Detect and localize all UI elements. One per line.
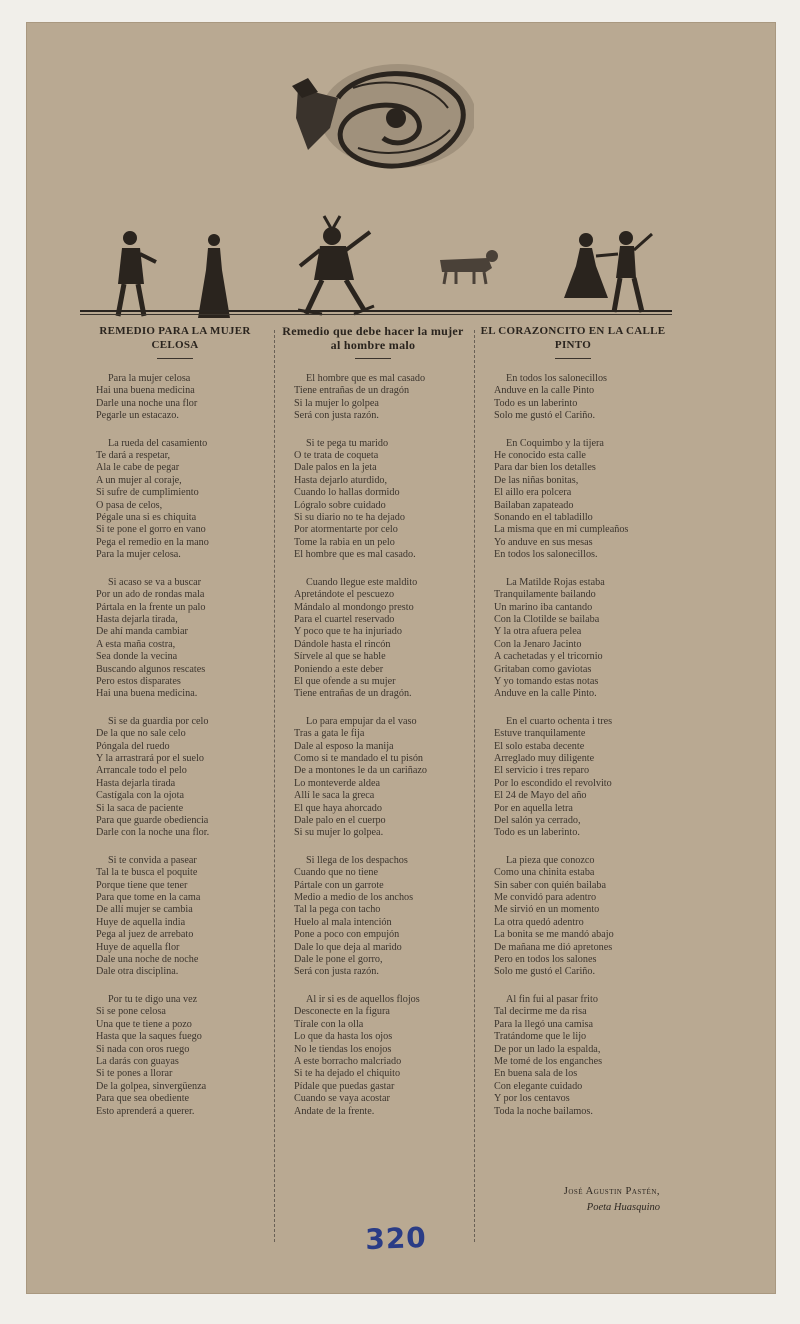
poem-line: Cuando que no tiene [294, 867, 379, 879]
poem-line: De mañana me dió apretones [494, 941, 613, 953]
poem-stanza [80, 438, 270, 562]
poem-line: Medio a medio de los anchos [294, 892, 414, 904]
poem-stanza [278, 994, 468, 1118]
author-role: Poeta Huasquino [586, 1202, 660, 1213]
poem-line: Tratándome que le lijo [494, 1031, 587, 1043]
poem-line: Tras a gata le fija [294, 728, 365, 740]
poem-body [80, 373, 270, 1118]
title-underline [157, 358, 193, 359]
poem-line: Mándalo al mondongo presto [294, 601, 414, 613]
poem-line: A un mujer al coraje, [96, 474, 182, 486]
poem-line: Hai una buena medicina [96, 385, 195, 397]
poem-stanza [478, 438, 668, 562]
poem-line: Por atormentarte por celo [294, 524, 398, 536]
header-rule-thin [80, 314, 672, 315]
poem-line: Con la Jenaro Jacinto [494, 638, 582, 650]
poem-line: Ala le cabe de pegar [96, 462, 180, 474]
poem-line: A esta maña costra, [96, 638, 176, 650]
poem-line: En buena sala de los [494, 1068, 578, 1080]
poem-column-2 [278, 324, 468, 1133]
poem-line: Tiene entrañas de un dragón. [294, 688, 412, 700]
poem-line: Pártala en la frente un palo [96, 601, 206, 613]
poem-line: Toda la noche bailamos. [494, 1105, 593, 1117]
poem-line: Cuando lo hallas dormido [294, 487, 400, 499]
poem-line: Buscando algunos rescates [96, 663, 206, 675]
poem-line: Si acaso se va a buscar [108, 576, 202, 588]
poem-line: Como una chinita estaba [494, 867, 595, 879]
poem-line: Andate de la frente. [294, 1105, 375, 1117]
poem-line: Como si te mandado el tu pisón [294, 752, 424, 764]
poem-line: Y por los centavos [494, 1093, 570, 1105]
poem-line: Si su diario no te ha dejado [294, 512, 405, 524]
poem-line: Tírale con la olla [294, 1018, 364, 1030]
poem-line: El hombre que es mal casado. [294, 549, 416, 561]
poem-line: Tranquilamente bailando [494, 589, 596, 601]
poem-stanza [478, 577, 668, 701]
poem-line: Lógralo sobre cuidado [294, 499, 386, 511]
poem-line: Esto aprenderá a querer. [96, 1105, 195, 1117]
poem-line: Castígala con la ojota [96, 790, 184, 802]
poem-line: Pegarle un estacazo. [96, 410, 179, 422]
poem-line: Si su mujer lo golpea. [294, 827, 384, 839]
poem-line: Sonando en el tabladillo [494, 512, 593, 524]
poem-line: Poniendo a este deber [294, 663, 384, 675]
handwritten-catalog-number: 320 [364, 1220, 428, 1257]
poem-stanza [278, 577, 468, 701]
poem-line: Pone a poco con empujón [294, 929, 400, 941]
poem-line: Si la saca de paciente [96, 802, 184, 814]
poem-line: Todo es un laberinto [494, 397, 578, 409]
poem-line: Hasta dejarla tirada, [96, 613, 178, 625]
poem-line: Tal la te busca el poquite [96, 867, 198, 879]
poem-line: Para la mujer celosa [108, 373, 191, 384]
poem-line: Tiene entrañas de un dragón [294, 385, 410, 397]
poem-stanza [478, 855, 668, 979]
poem-line: Huye de aquella india [96, 916, 186, 928]
poem-line: Anduve en la calle Pinto. [494, 688, 597, 700]
poem-line: Pega el remedio en la mano [96, 536, 209, 548]
poem-line: Y yo tomando estas notas [494, 675, 599, 687]
poem-line: Solo me gustó el Cariño. [494, 410, 596, 422]
poem-line: El que ofende a su mujer [294, 675, 396, 687]
poem-line: Yo anduve en sus mesas [494, 536, 593, 548]
header-rule [80, 310, 672, 312]
poem-stanza [80, 994, 270, 1118]
poem-line: De las niñas bonitas, [494, 474, 579, 486]
poem-line: De allí mujer se cambia [96, 904, 193, 916]
poem-line: La pieza que conozco [506, 854, 595, 866]
poem-line: Pega al juez de arrebato [96, 929, 194, 941]
poem-line: Para el cuartel reservado [294, 613, 395, 625]
poem-line: Estuve tranquilamente [494, 728, 586, 740]
woman-figure-illustration [196, 230, 232, 322]
poem-line: Pártale con un garrote [294, 879, 384, 891]
poem-line: Bailaban zapateado [494, 499, 574, 511]
poem-line: Para la llegó una camisa [494, 1018, 594, 1030]
poem-line: Tal decirme me da risa [494, 1006, 587, 1018]
poem-line: Para que guarde obediencia [96, 815, 209, 826]
poem-line: Dale otra disciplina. [96, 966, 179, 978]
poem-line: Por un ado de rondas mala [96, 589, 205, 601]
poem-line: La bonita se me mandó abajo [494, 929, 614, 941]
poem-stanza [80, 577, 270, 701]
poem-line: Arreglado muy diligente [494, 752, 595, 764]
poem-line: Allí le saca la greca [294, 790, 375, 802]
poem-line: Te dará a respetar, [96, 450, 171, 462]
poem-line: Hasta que la saques fuego [96, 1031, 202, 1043]
poem-line: Póngala del ruedo [96, 740, 170, 752]
poem-line: Del salón ya cerrado, [494, 815, 581, 826]
poem-stanza [80, 716, 270, 840]
poem-stanza [80, 373, 270, 423]
poem-line: El aillo era polcera [494, 487, 572, 499]
poem-line: Cuando llegue este maldito [306, 576, 418, 588]
poem-line: Dándole hasta el rincón [294, 638, 391, 650]
poem-line: Hasta dejarlo aturdido, [294, 474, 388, 486]
poem-line: El hombre que es mal casado [306, 373, 426, 384]
poem-line: De la golpea, sinvergüenza [96, 1080, 207, 1092]
poem-line: Para que sea obediente [96, 1093, 190, 1105]
poem-line: A este borracho malcriado [294, 1055, 402, 1067]
poem-line: Lo monteverde aldea [294, 777, 380, 789]
poem-line: Al fin fui al pasar frito [506, 993, 598, 1005]
poem-stanza [478, 716, 668, 840]
poem-line: Me sirvió en un momento [494, 904, 600, 916]
animal-figure-illustration [432, 246, 502, 286]
poem-line: Lo para empujar da el vaso [306, 715, 417, 727]
poem-line: Por en aquella letra [494, 802, 573, 814]
poem-column-3 [478, 324, 668, 1133]
poem-line: De ahí manda cambiar [96, 626, 188, 638]
poem-line: O te trata de coqueta [294, 450, 379, 462]
dancing-devil-illustration [294, 210, 378, 322]
poem-line: Si te pone el gorro en vano [96, 524, 206, 536]
poem-line: Si te pega tu marido [306, 437, 389, 449]
poem-line: Dale una noche de noche [96, 954, 199, 966]
poem-line: Huelo al mala intención [294, 916, 392, 928]
poem-line: Con la Clotilde se bailaba [494, 613, 600, 625]
poem-line: Me tomé de los enganches [494, 1055, 603, 1067]
poem-line: Y poco que te ha injuriado [294, 626, 402, 638]
poem-line: Hai una buena medicina. [96, 688, 198, 700]
poem-line: La Matilde Rojas estaba [506, 576, 605, 588]
poem-line: Sea donde la vecina [96, 651, 178, 663]
poem-title: REMEDIO PARA LA MUJER CELOSA [99, 325, 251, 351]
poem-line: Anduve en la calle Pinto [494, 385, 595, 397]
poem-line: Si nada con oros ruego [96, 1043, 190, 1055]
poem-line: No le tiendas los enojos [294, 1043, 392, 1055]
poem-line: Solo me gustó el Cariño. [494, 966, 596, 978]
poem-line: Dale lo que deja al marido [294, 941, 402, 953]
poem-line: Será con justa razón. [294, 410, 379, 422]
poem-line: El solo estaba decente [494, 740, 585, 752]
poem-stanza [278, 373, 468, 423]
poem-line: Lo que da hasta los ojos [294, 1031, 393, 1043]
poem-line: Todo es un laberinto. [494, 827, 580, 839]
poem-stanza [478, 373, 668, 423]
poem-line: La rueda del casamiento [108, 437, 208, 449]
poem-title: EL CORAZONCITO EN LA CALLE PINTO [480, 325, 666, 351]
poem-line: Tal la pega con tacho [294, 904, 381, 916]
poem-line: Arrancale todo el pelo [96, 765, 187, 777]
poem-body [478, 373, 668, 1118]
poem-line: Para que tome en la cama [96, 892, 201, 904]
poem-line: Para la mujer celosa. [96, 549, 181, 561]
title-underline [355, 358, 391, 359]
poem-line: Hasta dejarla tirada [96, 777, 176, 789]
poem-line: He conocido esta calle [494, 450, 586, 462]
poem-line: Con elegante cuidado [494, 1080, 583, 1092]
poem-line: Dale al esposo la manija [294, 740, 394, 752]
poem-line: Porque tiene que tener [96, 879, 188, 891]
poem-line: Dale palo en el cuerpo [294, 815, 386, 826]
column-separator [274, 330, 275, 1242]
poem-line: Dale palos en la jeta [294, 462, 377, 474]
poem-line: De a montones le da un cariñazo [294, 765, 427, 777]
poem-stanza [478, 994, 668, 1118]
poem-line: Al ir si es de aquellos flojos [306, 993, 420, 1005]
poem-line: Si llega de los despachos [306, 854, 408, 866]
poem-line: Dale le pone el gorro, [294, 954, 383, 966]
poem-line: El que haya ahorcado [294, 802, 382, 814]
poem-line: Será con justa razón. [294, 966, 379, 978]
poem-line: Si sufre de cumplimiento [96, 487, 199, 499]
poem-line: Pero en todos los salones [494, 954, 597, 966]
poem-line: La darás con guayas [96, 1055, 179, 1067]
poem-line: Si te convida a pasear [108, 854, 197, 866]
poem-stanza [80, 855, 270, 979]
poem-stanza [278, 716, 468, 840]
poem-line: Una que te tiene a pozo [96, 1018, 192, 1030]
poem-line: Si se da guardia por celo [108, 715, 209, 727]
poem-line: A cachetadas y el tricornio [494, 651, 603, 663]
author-name: José Agustin Pastén, [563, 1186, 660, 1197]
poem-line: Gritaban como gaviotas [494, 663, 592, 675]
poem-line: Y la otra afuera pelea [494, 626, 582, 638]
poem-line: Me convidó para adentro [494, 892, 597, 904]
poem-line: Si la mujer lo golpea [294, 397, 379, 409]
poem-line: Cuando se vaya acostar [294, 1093, 390, 1105]
poem-line: Pero estos disparates [96, 675, 181, 687]
poem-stanza [278, 855, 468, 979]
author-signature [510, 1184, 660, 1216]
poem-line: Desconecte en la figura [294, 1006, 390, 1018]
man-figure-illustration [100, 226, 160, 322]
poem-line: Si te ha dejado el chiquito [294, 1068, 401, 1080]
swirl-woodcut-illustration [278, 58, 474, 180]
poem-title: Remedio que debe hacer la mujer al hombre malo [282, 324, 464, 352]
poem-line: Huye de aquella flor [96, 941, 180, 953]
column-separator [474, 330, 475, 1242]
poem-line: Y la arrastrará por el suelo [96, 752, 204, 764]
poem-line: O pasa de celos, [96, 499, 163, 511]
poem-line: En todos los salonecillos [506, 373, 608, 384]
poem-line: El 24 de Mayo del año [494, 790, 587, 802]
poem-line: En Coquimbo y la tijera [506, 437, 604, 449]
dancing-couple-illustration [556, 226, 656, 318]
poem-line: Pídale que puedas gastar [294, 1080, 395, 1092]
poem-line: Si te pones a llorar [96, 1068, 173, 1080]
poem-line: Darle una noche una flor [96, 397, 198, 409]
poem-line: Darle con la noche una flor. [96, 827, 210, 839]
poem-column-1 [80, 324, 270, 1133]
poem-line: De la que no sale celo [96, 728, 186, 740]
poem-line: Sin saber con quién bailaba [494, 879, 607, 891]
poem-line: Tome la rabia en un pelo [294, 536, 395, 548]
poem-body [278, 373, 468, 1118]
poem-line: Por lo escondido el revolvito [494, 777, 612, 789]
poem-line: Por tu te digo una vez [108, 993, 198, 1005]
poem-stanza [278, 438, 468, 562]
poem-line: Pégale una si es chiquita [96, 512, 197, 524]
poem-line: En el cuarto ochenta i tres [506, 715, 613, 727]
poem-line: Apretándote el pescuezo [294, 589, 395, 601]
poem-line: La otra quedó adentro [494, 916, 584, 928]
poem-line: En todos los salonecillos. [494, 549, 598, 561]
poem-line: Para dar bien los detalles [494, 462, 596, 474]
poem-line: Si se pone celosa [96, 1006, 166, 1018]
poem-line: El servicio i tres reparo [494, 765, 590, 777]
poem-line: Un marino iba cantando [494, 601, 593, 613]
poem-line: La misma que en mi cumpleaños [494, 524, 629, 536]
poem-line: De por un lado la espalda, [494, 1043, 601, 1055]
title-underline [555, 358, 591, 359]
poem-line: Sírvele al que se hable [294, 651, 386, 663]
